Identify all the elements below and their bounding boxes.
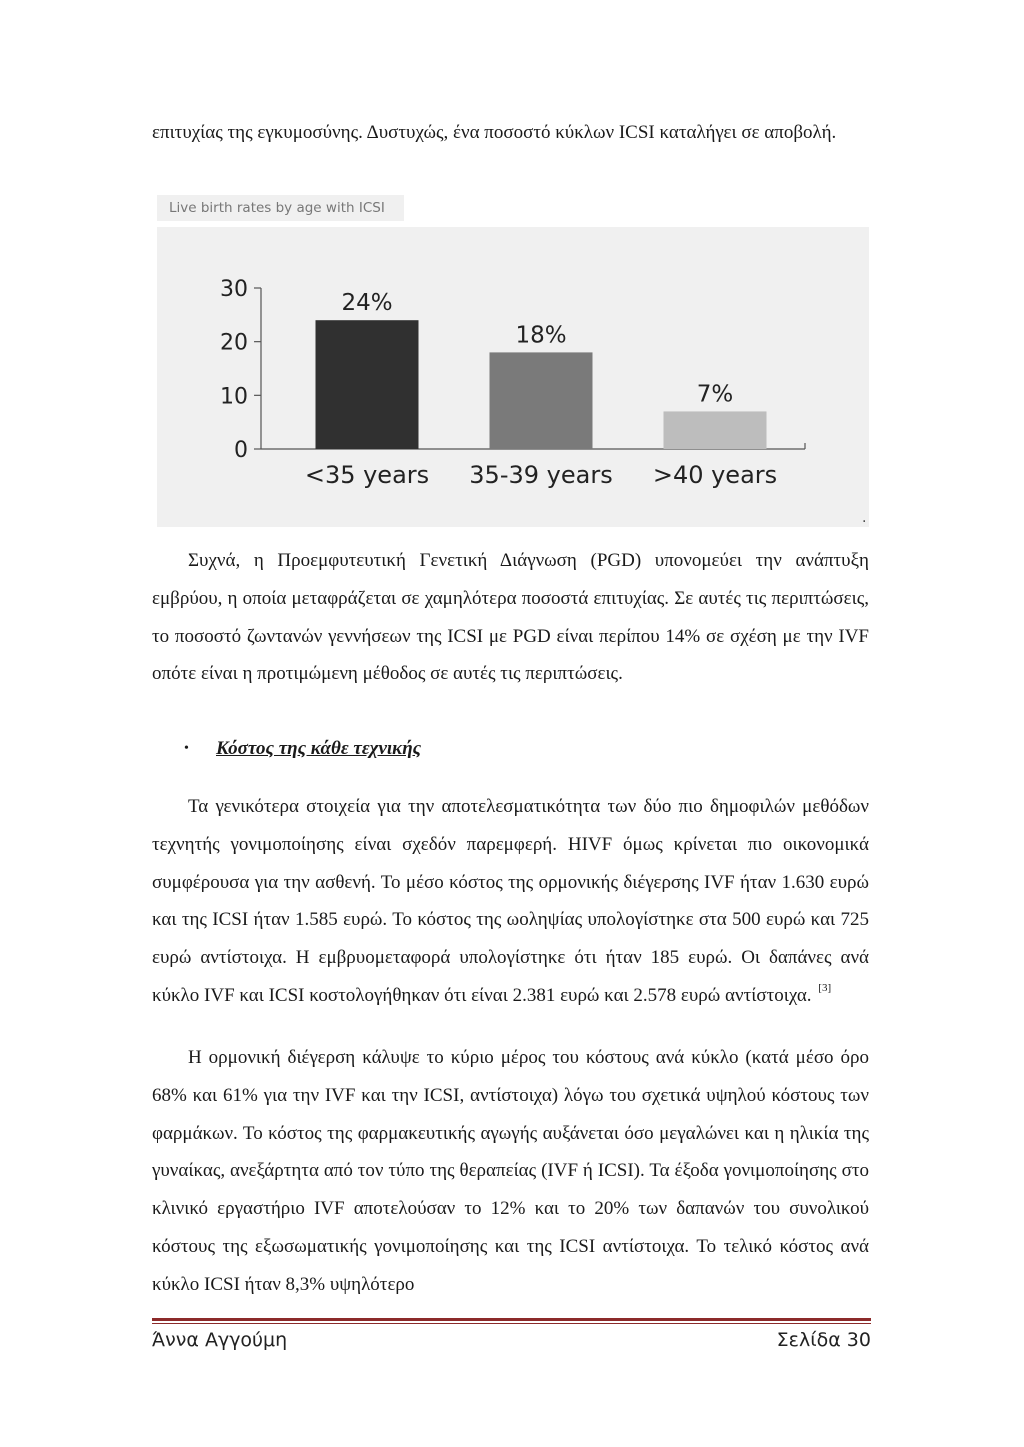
- x-category-label: >40 years: [652, 461, 778, 489]
- paragraph-hormonal: Η ορμονική διέγερση κάλυψε το κύριο μέρος του κόστους ανά κύκλο (κατά μέσο όρο 68% και 61% για την IVF και την ICSI, αντίστοιχα) λόγω του σχετικά υψηλού κόστους των φαρμάκων. Το κόστος της φαρμακευτικής αγωγής αυξάνεται όσο μεγαλώνει και η ηλικία της γυναίκας, ανεξάρτητα από τον τύπο της θεραπείας (IVF ή ICSI). Τα έξοδα γονιμοποίησης στο κλινικό εργαστήριο IVF αποτελούσαν το 12% και το 20% των δαπανών του συνολικού κόστους της εξωσωματικής γονιμοποίησης και της ICSI αντίστοιχα. Το τελικό κόστος ανά κύκλο ICSI ήταν 8,3% υψηλότερο: [152, 1047, 869, 1295]
- bar-chart: [157, 227, 869, 527]
- y-tick-label: 0: [234, 438, 248, 463]
- bar: [316, 320, 419, 449]
- section-heading-text: Κόστος της κάθε τεχνικής: [216, 738, 422, 759]
- footer-page-number: Σελίδα 30: [776, 1329, 871, 1351]
- section-heading: [184, 735, 421, 763]
- footer-rule: [152, 1318, 871, 1321]
- paragraph-costs: [152, 788, 869, 1015]
- bar: [664, 411, 767, 449]
- bar-value-label: 7%: [696, 381, 734, 408]
- bar: [490, 352, 593, 449]
- bar-chart-figure: [157, 227, 869, 527]
- paragraph-pgd: Συχνά, η Προεμφυτευτική Γενετική Διάγνωση (PGD) υπονομεύει την ανάπτυξη εμβρύου, η οποία μεταφράζεται σε χαμηλότερα ποσοστά επιτυχίας. Σε αυτές τις περιπτώσεις, το ποσοστό ζωντανών γεννήσεων της ICSI με PGD είναι περίπου 14% σε σχέση με την IVF οπότε είναι η προτιμώμενη μέθοδος σε αυτές τις περιπτώσεις.: [152, 550, 869, 685]
- x-category-label: 35-39 years: [469, 461, 613, 489]
- footer-author: Άννα Αγγούμη: [152, 1329, 288, 1351]
- y-tick-label: 10: [220, 384, 248, 410]
- paragraph-intro: επιτυχίας της εγκυμοσύνης. Δυστυχώς, ένα ποσοστό κύκλων ICSI καταλήγει σε αποβολή.: [152, 122, 837, 143]
- bar-value-label: 24%: [341, 290, 393, 317]
- footer-rule-thin: [152, 1323, 871, 1324]
- citation-ref[interactable]: [3]: [818, 981, 832, 994]
- y-tick-label: 20: [220, 330, 248, 356]
- x-category-label: <35 years: [304, 461, 430, 489]
- bullet-icon: •: [184, 741, 189, 756]
- paragraph-costs-text: Τα γενικότερα στοιχεία για την αποτελεσματικότητα των δύο πιο δημοφιλών μεθόδων τεχνητής γονιμοποίησης είναι σχεδόν παρεμφερή. ΗIVF όμως κρίνεται πιο οικονομικά συμφέρουσα για την ασθενή. Το μέσο κόστος της ορμονικής διέγερσης IVF ήταν 1.630 ευρώ και της ICSI ήταν 1.585 ευρώ. Το κόστος της ωοληψίας υπολογίστηκε στα 500 ευρώ και 725 ευρώ αντίστοιχα. Η εμβρυομεταφορά υπολογίστηκε ότι ήταν 185 ευρώ. Οι δαπάνες ανά κύκλο IVF και ICSI κοστολογήθηκαν ότι είναι 2.381 ευρώ και 2.578 ευρώ αντίστοιχα.: [152, 796, 869, 1006]
- y-tick-label: 30: [220, 277, 248, 302]
- figure-trailing-mark: .: [862, 510, 867, 526]
- figure-caption: Live birth rates by age with ICSI: [157, 195, 404, 221]
- bar-value-label: 18%: [515, 322, 567, 349]
